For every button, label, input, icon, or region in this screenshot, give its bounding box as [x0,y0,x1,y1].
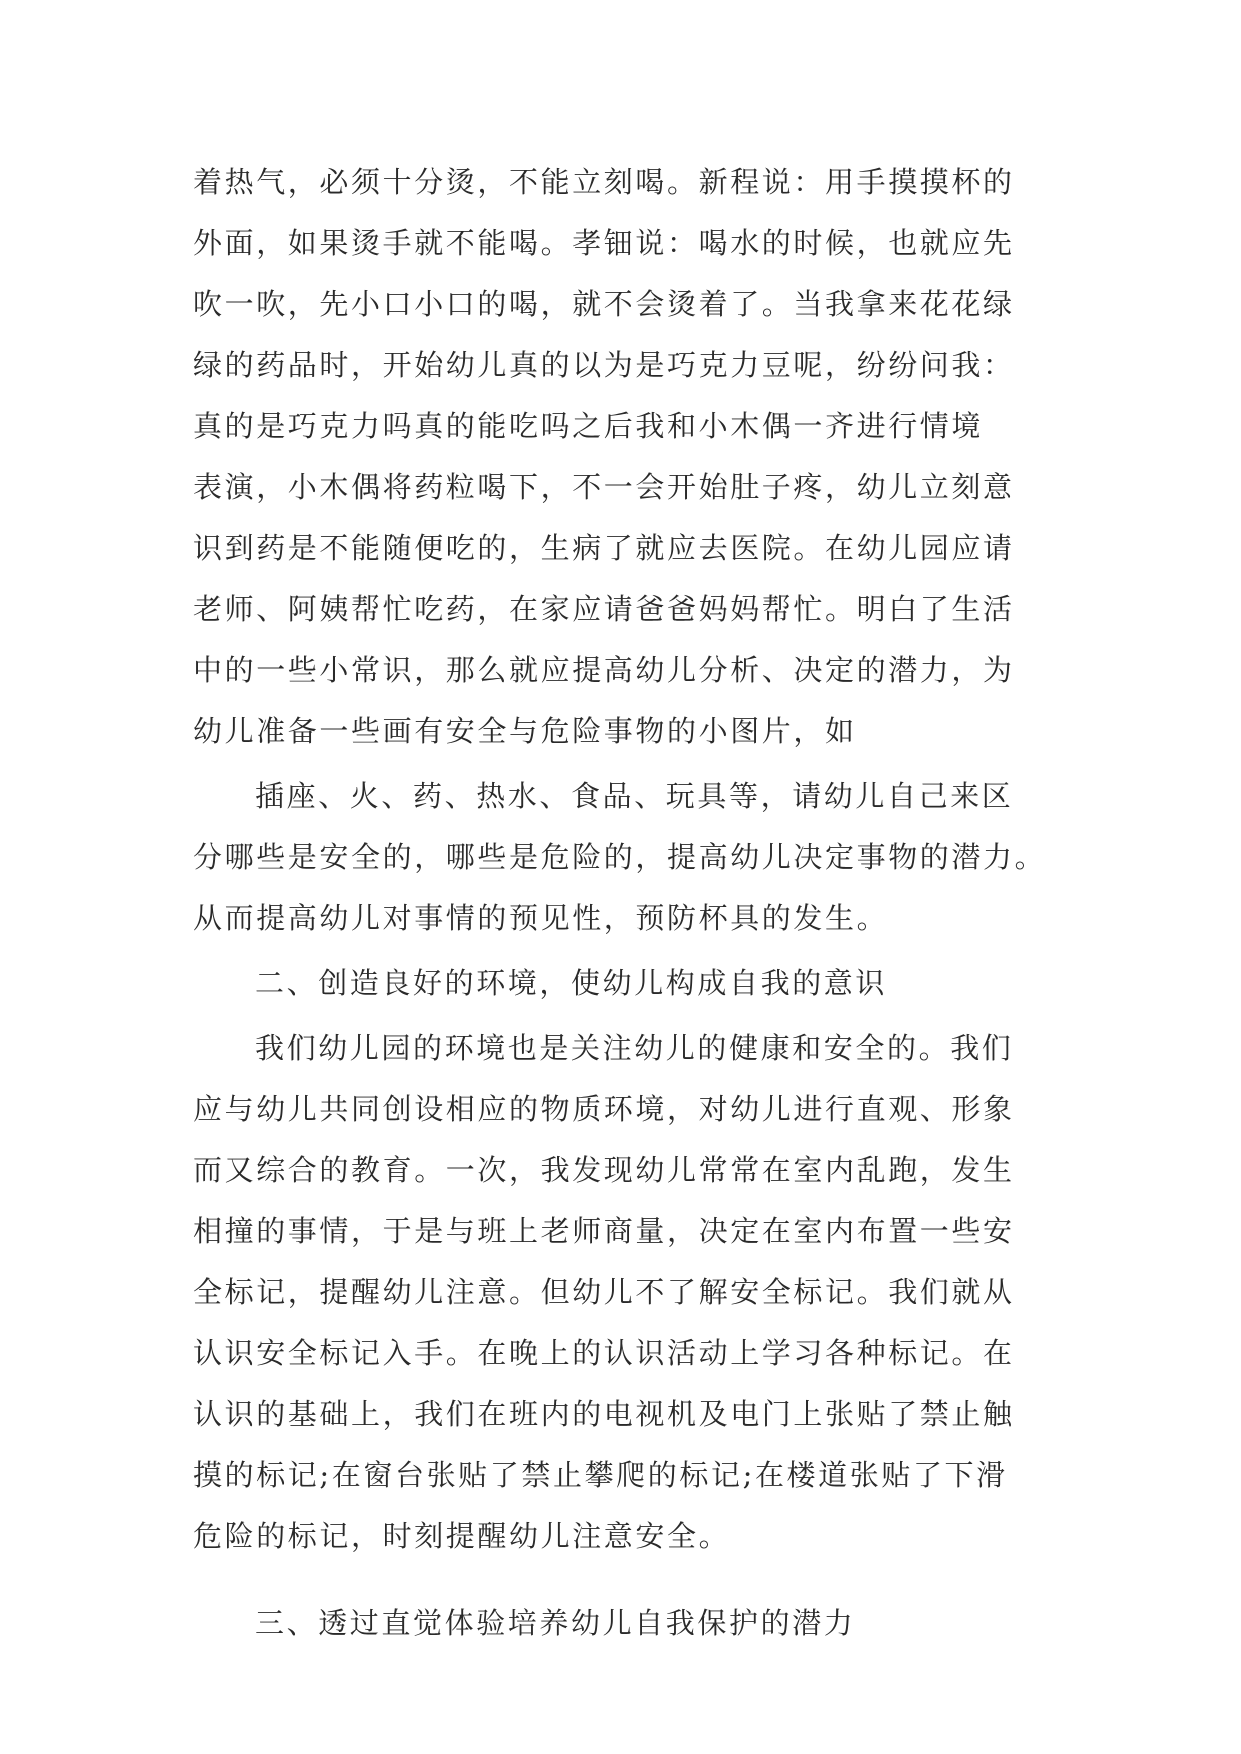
text-line: 认识安全标记入手。在晚上的认识活动上学习各种标记。在 [193,1336,1015,1370]
text-line: 识到药是不能随便吃的，生病了就应去医院。在幼儿园应请 [193,531,1015,565]
section-heading-2 [193,953,1053,1014]
text-line: 吹一吹，先小口小口的喝，就不会烫着了。当我拿来花花绿 [193,287,1015,321]
text-line: 应与幼儿共同创设相应的物质环境，对幼儿进行直观、形象 [193,1092,1015,1126]
text-line: 表演，小木偶将药粒喝下，不一会开始肚子疼，幼儿立刻意 [193,470,1015,504]
document-body [193,152,1053,1654]
text-line: 全标记，提醒幼儿注意。但幼儿不了解安全标记。我们就从 [193,1275,1015,1309]
paragraph-2 [193,766,1053,949]
text-line: 幼儿准备一些画有安全与危险事物的小图片，如 [193,714,857,748]
text-line: 相撞的事情，于是与班上老师商量，决定在室内布置一些安 [193,1214,1015,1248]
text-line: 危险的标记，时刻提醒幼儿注意安全。 [193,1519,731,1553]
text-line: 外面，如果烫手就不能喝。孝钿说：喝水的时候，也就应先 [193,226,1015,260]
section-heading: 三、透过直觉体验培养幼儿自我保护的潜力 [255,1606,856,1640]
text-line: 认识的基础上，我们在班内的电视机及电门上张贴了禁止触 [193,1397,1015,1431]
text-line: 我们幼儿园的环境也是关注幼儿的健康和安全的。我们 [255,1031,1014,1065]
text-line: 从而提高幼儿对事情的预见性，预防杯具的发生。 [193,901,889,935]
section-heading-3 [193,1593,1053,1654]
text-line: 插座、火、药、热水、食品、玩具等，请幼儿自己来区 [255,779,1014,813]
text-line: 着热气，必须十分烫，不能立刻喝。新程说：用手摸摸杯的 [193,165,1015,199]
text-line: 绿的药品时，开始幼儿真的以为是巧克力豆呢，纷纷问我： [193,348,1015,382]
paragraph-3 [193,1018,1053,1567]
section-heading: 二、创造良好的环境，使幼儿构成自我的意识 [255,966,888,1000]
text-line: 分哪些是安全的，哪些是危险的，提高幼儿决定事物的潜力。 [193,840,1047,874]
text-line: 真的是巧克力吗真的能吃吗之后我和小木偶一齐进行情境 [193,409,984,443]
text-line: 老师、阿姨帮忙吃药，在家应请爸爸妈妈帮忙。明白了生活 [193,592,1015,626]
paragraph-1 [193,152,1053,762]
text-line: 中的一些小常识，那么就应提高幼儿分析、决定的潜力，为 [193,653,1015,687]
text-line: 而又综合的教育。一次，我发现幼儿常常在室内乱跑，发生 [193,1153,1015,1187]
text-line: 摸的标记;在窗台张贴了禁止攀爬的标记;在楼道张贴了下滑 [193,1458,1008,1492]
